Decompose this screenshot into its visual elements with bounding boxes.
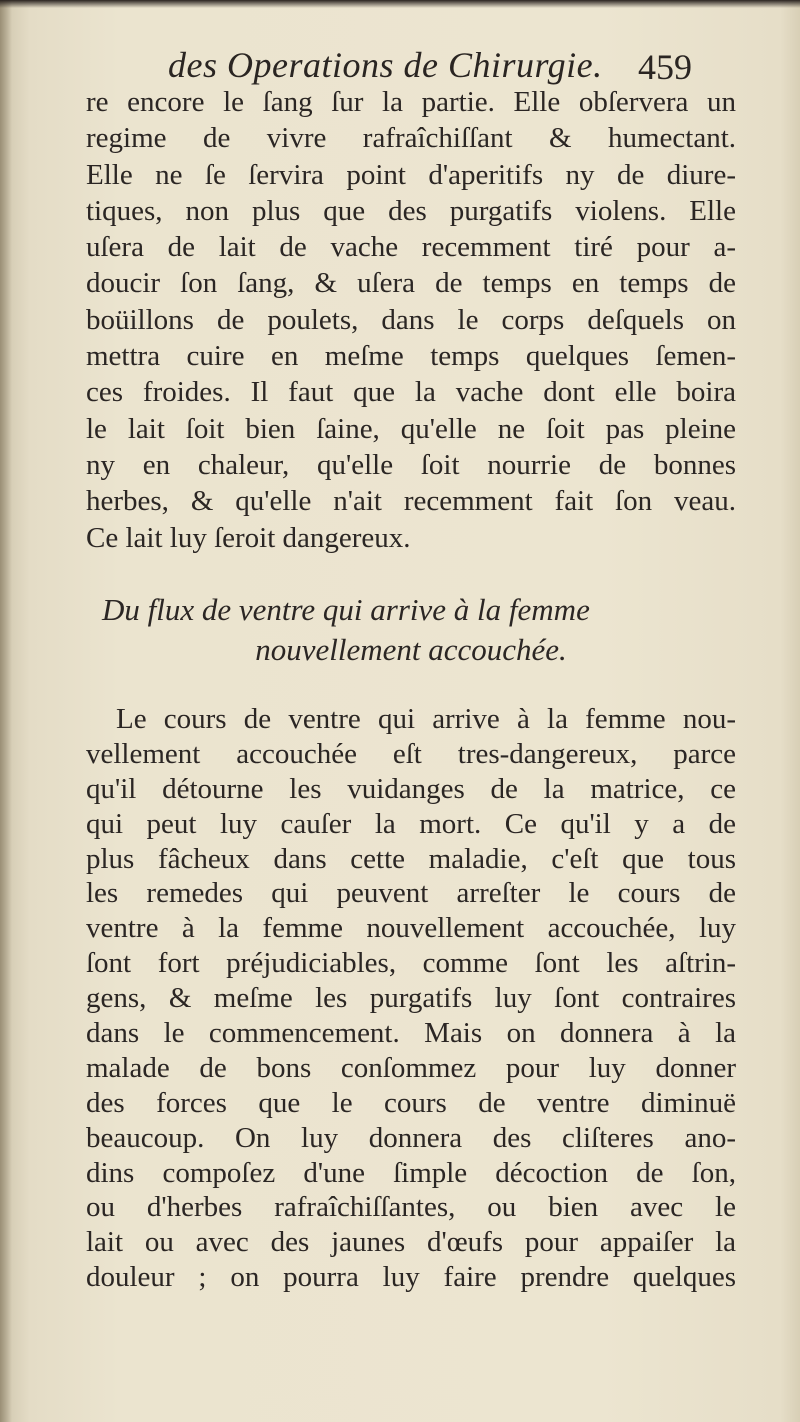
text-line: des forces que le cours de ventre diminuë: [86, 1086, 736, 1119]
text-line: ventre à la femme nouvellement accouchée, luy: [86, 912, 736, 945]
text-line: Ce lait luy ſeroit dangereux.: [86, 521, 411, 554]
text-line: malade de bons conſommez pour luy donner: [86, 1051, 736, 1084]
text-line: regime de vivre rafraîchiſſant & humectant.: [86, 122, 736, 155]
text-line: le lait ſoit bien ſaine, qu'elle ne ſoit pas pleine: [86, 412, 736, 445]
text-line: ou d'herbes rafraîchiſſantes, ou bien avec le: [86, 1191, 736, 1224]
text-line: doucir ſon ſang, & uſera de temps en temps de: [86, 267, 736, 300]
text-line: mettra cuire en meſme temps quelques ſemen-: [86, 340, 736, 373]
text-line: re encore le ſang ſur la partie. Elle obſervera un: [86, 86, 736, 118]
paragraph-2: [86, 702, 736, 1295]
paragraph-1: [86, 84, 736, 556]
text-line: ny en chaleur, qu'elle ſoit nourrie de bonnes: [86, 448, 736, 481]
text-line: Le cours de ventre qui arrive à la femme nou-: [116, 703, 736, 735]
text-line: ces froides. Il faut que la vache dont elle boira: [86, 376, 736, 409]
text-line: douleur ; on pourra luy faire prendre quelques: [86, 1261, 736, 1294]
text-line: uſera de lait de vache recemment tiré pour a-: [86, 231, 736, 264]
text-line: herbes, & qu'elle n'ait recemment fait ſon veau.: [86, 485, 736, 518]
text-line: Elle ne ſe ſervira point d'aperitifs ny de diure-: [86, 158, 736, 191]
heading-line: Du flux de ventre qui arrive à la femme: [102, 592, 590, 627]
section-heading: [86, 590, 736, 670]
page-number: 459: [638, 47, 692, 87]
text-line: les remedes qui peuvent arreſter le cours de: [86, 877, 736, 910]
text-line: boüillons de poulets, dans le corps deſquels on: [86, 303, 736, 336]
text-line: ſont fort préjudiciables, comme ſont les aſtrin-: [86, 947, 736, 980]
text-line: tiques, non plus que des purgatifs violens. Elle: [86, 194, 736, 227]
text-line: dins compoſez d'une ſimple décoction de ſon,: [86, 1156, 736, 1189]
text-line: qu'il détourne les vuidanges de la matrice, ce: [86, 772, 736, 805]
heading-line: nouvellement accouchée.: [255, 632, 567, 667]
text-line: gens, & meſme les purgatifs luy ſont contraires: [86, 982, 736, 1015]
text-line: plus fâcheux dans cette maladie, c'eſt que tous: [86, 842, 736, 875]
text-line: qui peut luy cauſer la mort. Ce qu'il y a de: [86, 807, 736, 840]
text-line: vellement accouchée eſt tres-dangereux, parce: [86, 737, 736, 770]
running-title: des Operations de Chirurgie.: [168, 45, 603, 85]
text-line: dans le commencement. Mais on donnera à la: [86, 1017, 736, 1050]
text-line: beaucoup. On luy donnera des cliſteres ano-: [86, 1121, 736, 1154]
text-line: lait ou avec des jaunes d'œufs pour appaiſer la: [86, 1226, 736, 1259]
